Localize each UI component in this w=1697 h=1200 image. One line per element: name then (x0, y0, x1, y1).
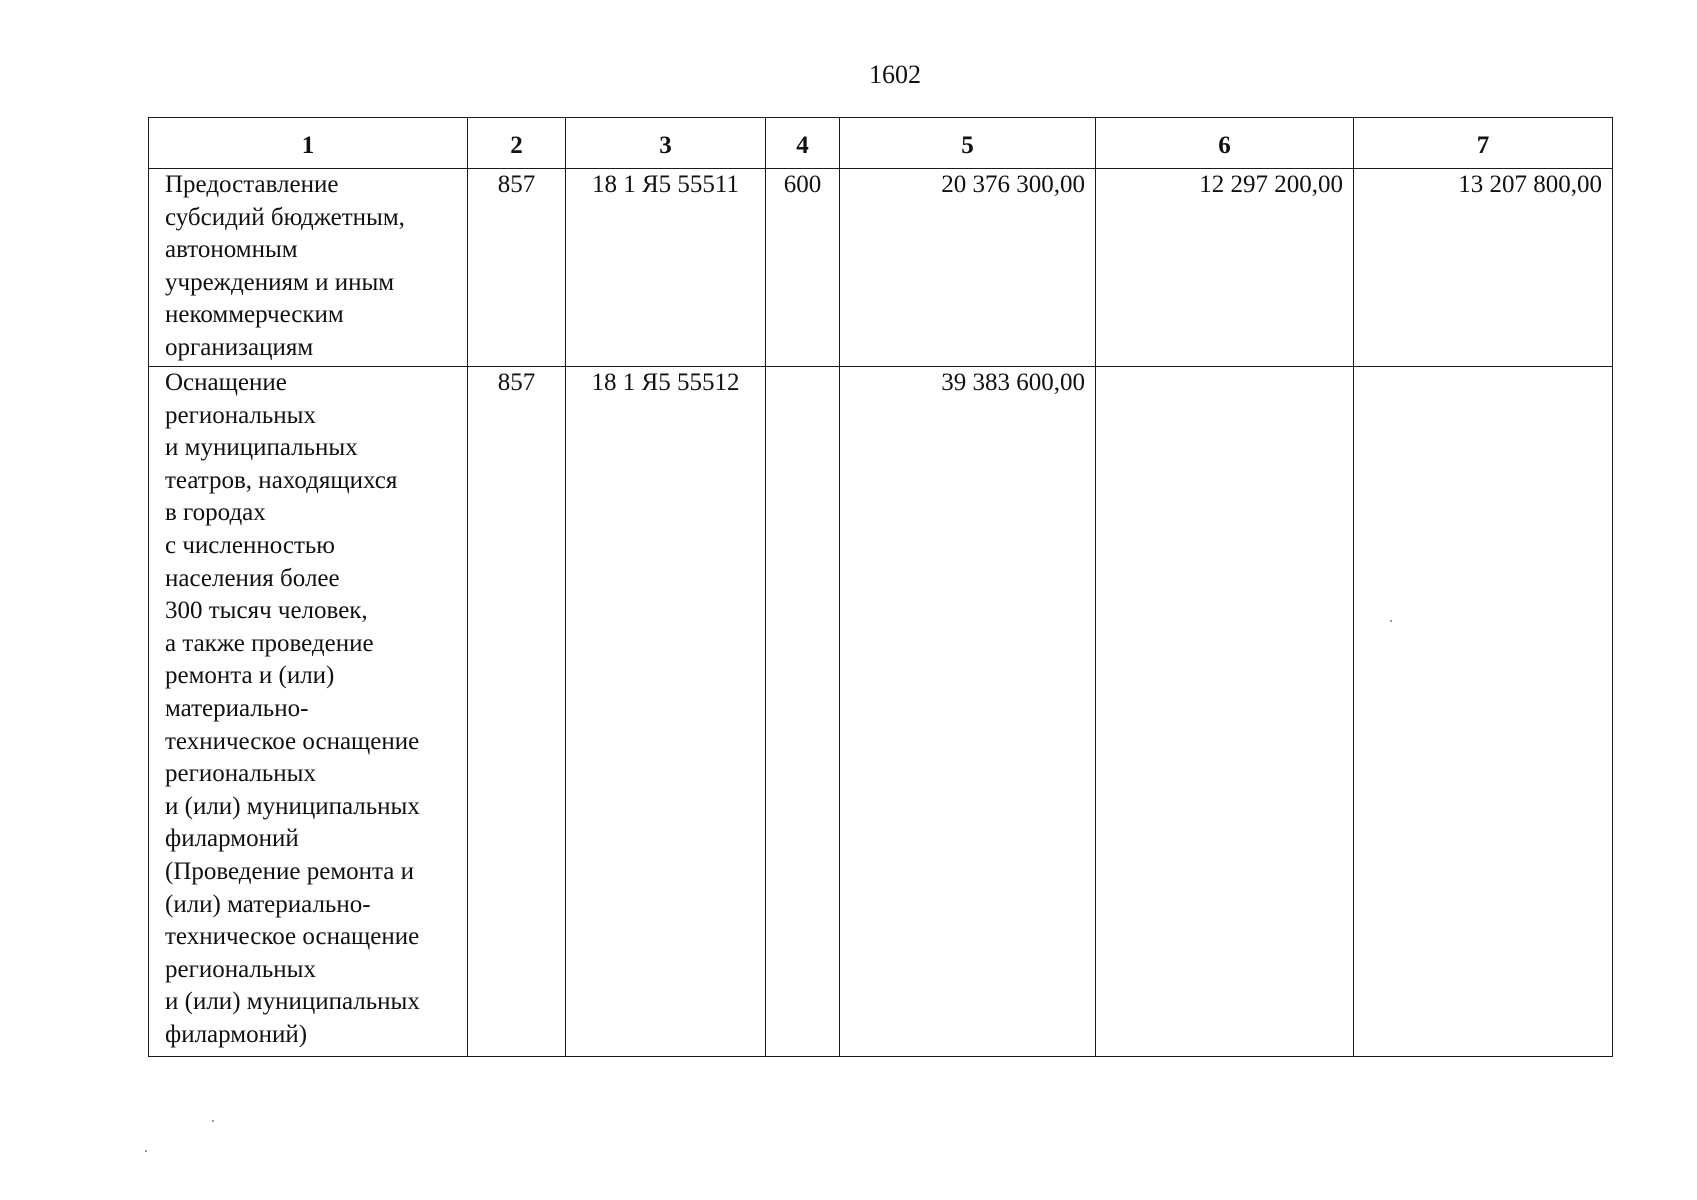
table-row (149, 169, 1613, 367)
target-article-cell: 18 1 Я5 55511 (566, 169, 766, 367)
scan-speck (1390, 620, 1392, 622)
column-header-4: 4 (766, 118, 840, 169)
scan-speck (145, 1150, 147, 1152)
chapter-code-cell: 857 (468, 169, 566, 367)
amount-cell-7: 13 207 800,00 (1354, 169, 1613, 367)
column-header-5: 5 (840, 118, 1096, 169)
amount-cell-5: 39 383 600,00 (840, 367, 1096, 1057)
expense-type-cell (766, 367, 840, 1057)
column-header-3: 3 (566, 118, 766, 169)
column-header-6: 6 (1096, 118, 1354, 169)
row-name-cell: Предоставление субсидий бюджетным, автономным учреждениям и иным некоммерческим организациям (149, 169, 468, 367)
scan-speck (212, 1120, 214, 1122)
budget-table (148, 117, 1613, 1057)
column-header-1: 1 (149, 118, 468, 169)
table-header-row (149, 118, 1613, 169)
column-header-7: 7 (1354, 118, 1613, 169)
amount-cell-7 (1354, 367, 1613, 1057)
expense-type-cell: 600 (766, 169, 840, 367)
amount-cell-6 (1096, 367, 1354, 1057)
page-number: 1602 (869, 60, 921, 89)
amount-cell-5: 20 376 300,00 (840, 169, 1096, 367)
amount-cell-6: 12 297 200,00 (1096, 169, 1354, 367)
table-row (149, 367, 1613, 1057)
column-header-2: 2 (468, 118, 566, 169)
row-name-cell: Оснащение региональных и муниципальных театров, находящихся в городах с численностью населения более 300 тысяч человек, а также проведение ремонта и (или) материально- техническое оснащение региональных и (или) муниципальных филармоний (Проведение ремонта и (или) материально- техническое оснащение региональных и (или) муниципальных филармоний) (149, 367, 468, 1057)
target-article-cell: 18 1 Я5 55512 (566, 367, 766, 1057)
chapter-code-cell: 857 (468, 367, 566, 1057)
